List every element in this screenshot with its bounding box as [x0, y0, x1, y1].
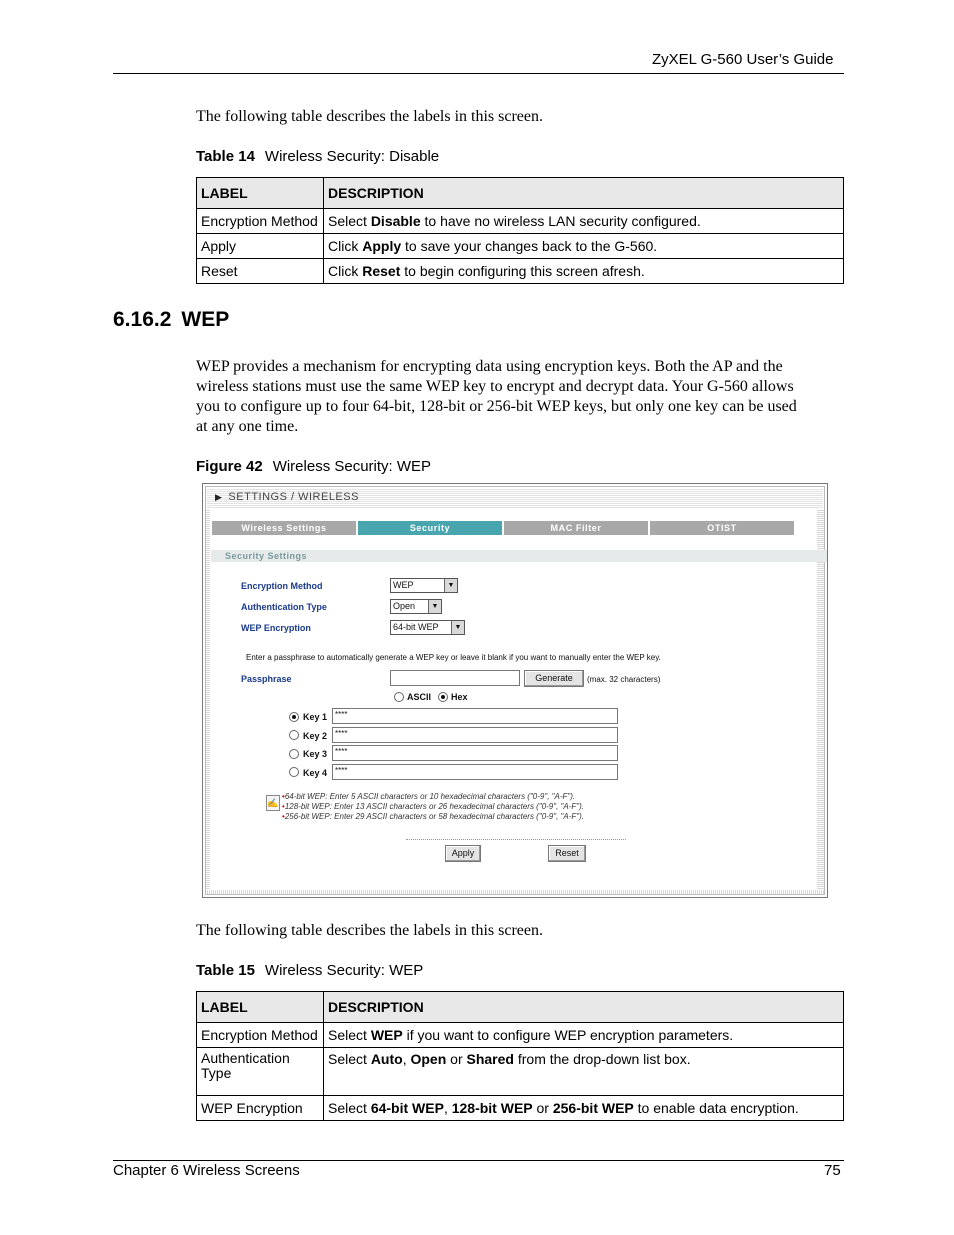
table-row	[197, 234, 844, 259]
row-description: Click Reset to begin configuring this screen afresh.	[324, 259, 844, 284]
section-title: WEP	[181, 308, 230, 331]
passphrase-label: Passphrase	[241, 674, 292, 684]
header-rule	[113, 73, 844, 74]
key-length-notes	[282, 792, 584, 822]
divider	[406, 839, 626, 840]
row-label: Encryption Method	[197, 1023, 324, 1048]
key2-input[interactable]: ****	[332, 727, 618, 743]
wep-paragraph	[196, 357, 797, 437]
passphrase-input[interactable]	[390, 670, 520, 686]
screen-frame	[205, 486, 825, 895]
table-row	[197, 1096, 844, 1121]
key3-input[interactable]: ****	[332, 745, 618, 761]
table-header-row	[197, 992, 844, 1023]
authentication-type-label: Authentication Type	[241, 602, 327, 612]
intro-paragraph: The following table describes the labels in this screen.	[196, 108, 544, 125]
section-heading	[113, 308, 229, 332]
table-header-row	[197, 178, 844, 209]
note-line: •64-bit WEP: Enter 5 ASCII characters or 10 hexadecimal characters ("0-9", "A-F").	[282, 792, 576, 801]
reset-button[interactable]: Reset	[548, 845, 586, 862]
select-value: WEP	[393, 580, 414, 590]
table15-caption-text: Wireless Security: WEP	[264, 962, 424, 979]
encryption-method-select[interactable]	[390, 578, 458, 593]
apply-button[interactable]: Apply	[445, 845, 481, 862]
intro-paragraph-2: The following table describes the labels in this screen.	[196, 922, 544, 939]
section-bar: Security Settings	[211, 550, 828, 562]
table15	[196, 991, 844, 1121]
row-description: Select Disable to have no wireless LAN security configured.	[324, 209, 844, 234]
key1-input[interactable]: ****	[332, 708, 618, 724]
wep-encryption-label: WEP Encryption	[241, 623, 311, 633]
arrow-right-icon: ▶	[215, 492, 223, 502]
column-header-label: LABEL	[197, 992, 324, 1023]
tab-otist[interactable]: OTIST	[649, 520, 795, 536]
row-label: Authentication Type	[197, 1048, 324, 1096]
max-chars-note: (max. 32 characters)	[587, 675, 661, 684]
column-header-description: DESCRIPTION	[324, 992, 844, 1023]
table-row	[197, 259, 844, 284]
column-header-description: DESCRIPTION	[324, 178, 844, 209]
hex-label: Hex	[451, 692, 468, 702]
ascii-label: ASCII	[407, 692, 432, 702]
figure42-caption-text: Wireless Security: WEP	[272, 458, 432, 475]
section-number: 6.16.2	[113, 308, 172, 331]
table14-caption-text: Wireless Security: Disable	[264, 148, 440, 165]
footer-rule	[113, 1160, 844, 1161]
screen-title: SETTINGS / WIRELESS	[228, 491, 359, 503]
table15-caption-number: Table 15	[196, 962, 255, 979]
row-description: Click Apply to save your changes back to the G-560.	[324, 234, 844, 259]
paragraph-line: at any one time.	[196, 418, 299, 435]
key4-radio[interactable]	[289, 767, 299, 777]
screen-titlebar	[207, 488, 823, 508]
passphrase-hint: Enter a passphrase to automatically generate a WEP key or leave it blank if you want to manually enter the WEP key.	[246, 653, 661, 662]
tab-wireless-settings[interactable]: Wireless Settings	[211, 520, 357, 536]
table-row	[197, 1023, 844, 1048]
page-number: 75	[824, 1162, 841, 1179]
ascii-radio[interactable]	[394, 692, 404, 702]
note-icon: ✍	[266, 795, 280, 811]
scrollbar[interactable]	[817, 509, 824, 894]
row-description: Select 64-bit WEP, 128-bit WEP or 256-bit WEP to enable data encryption.	[324, 1096, 844, 1121]
key1-label: Key 1	[303, 712, 328, 722]
tab-security[interactable]: Security	[357, 520, 503, 536]
row-label: Encryption Method	[197, 209, 324, 234]
authentication-type-select[interactable]	[390, 599, 442, 614]
table-row	[197, 209, 844, 234]
row-label: Apply	[197, 234, 324, 259]
row-label: Reset	[197, 259, 324, 284]
running-header: ZyXEL G-560 User’s Guide	[652, 51, 834, 68]
figure42-caption	[196, 458, 431, 475]
hex-radio[interactable]	[438, 692, 448, 702]
key2-radio[interactable]	[289, 730, 299, 740]
figure42-caption-number: Figure 42	[196, 458, 263, 475]
table14	[196, 177, 844, 284]
chevron-down-icon: ▼	[451, 621, 464, 634]
note-line: •256-bit WEP: Enter 29 ASCII characters or 58 hexadecimal characters ("0-9", "A-F").	[282, 812, 584, 821]
wep-encryption-select[interactable]	[390, 620, 465, 635]
paragraph-line: wireless stations must use the same WEP key to encrypt and decrypt data. Your G-560 allows	[196, 378, 794, 395]
row-label: WEP Encryption	[197, 1096, 324, 1121]
table15-caption	[196, 962, 423, 979]
key1-radio[interactable]	[289, 712, 299, 722]
chevron-down-icon: ▼	[428, 600, 441, 613]
frame-edge-bottom	[206, 890, 824, 894]
frame-edge-left	[206, 509, 210, 894]
tab-mac-filter[interactable]: MAC Filter	[503, 520, 649, 536]
row-description: Select Auto, Open or Shared from the drop-down list box.	[324, 1048, 844, 1096]
key3-radio[interactable]	[289, 749, 299, 759]
row-description: Select WEP if you want to configure WEP encryption parameters.	[324, 1023, 844, 1048]
paragraph-line: WEP provides a mechanism for encrypting data using encryption keys. Both the AP and the	[196, 358, 783, 375]
column-header-label: LABEL	[197, 178, 324, 209]
chevron-down-icon: ▼	[444, 579, 457, 592]
table14-caption-number: Table 14	[196, 148, 255, 165]
footer-chapter: Chapter 6 Wireless Screens	[113, 1162, 300, 1179]
wep-settings-screenshot	[202, 483, 828, 898]
encryption-method-label: Encryption Method	[241, 581, 323, 591]
key3-label: Key 3	[303, 749, 328, 759]
key2-label: Key 2	[303, 731, 328, 741]
note-line: •128-bit WEP: Enter 13 ASCII characters or 26 hexadecimal characters ("0-9", "A-F").	[282, 802, 584, 811]
table-row	[197, 1048, 844, 1096]
key4-input[interactable]: ****	[332, 764, 618, 780]
select-value: Open	[393, 601, 416, 611]
select-value: 64-bit WEP	[393, 622, 439, 632]
generate-button[interactable]: Generate	[524, 670, 584, 687]
paragraph-line: you to configure up to four 64-bit, 128-bit or 256-bit WEP keys, but only one key can be used	[196, 398, 797, 415]
key4-label: Key 4	[303, 768, 328, 778]
table14-caption	[196, 148, 439, 165]
